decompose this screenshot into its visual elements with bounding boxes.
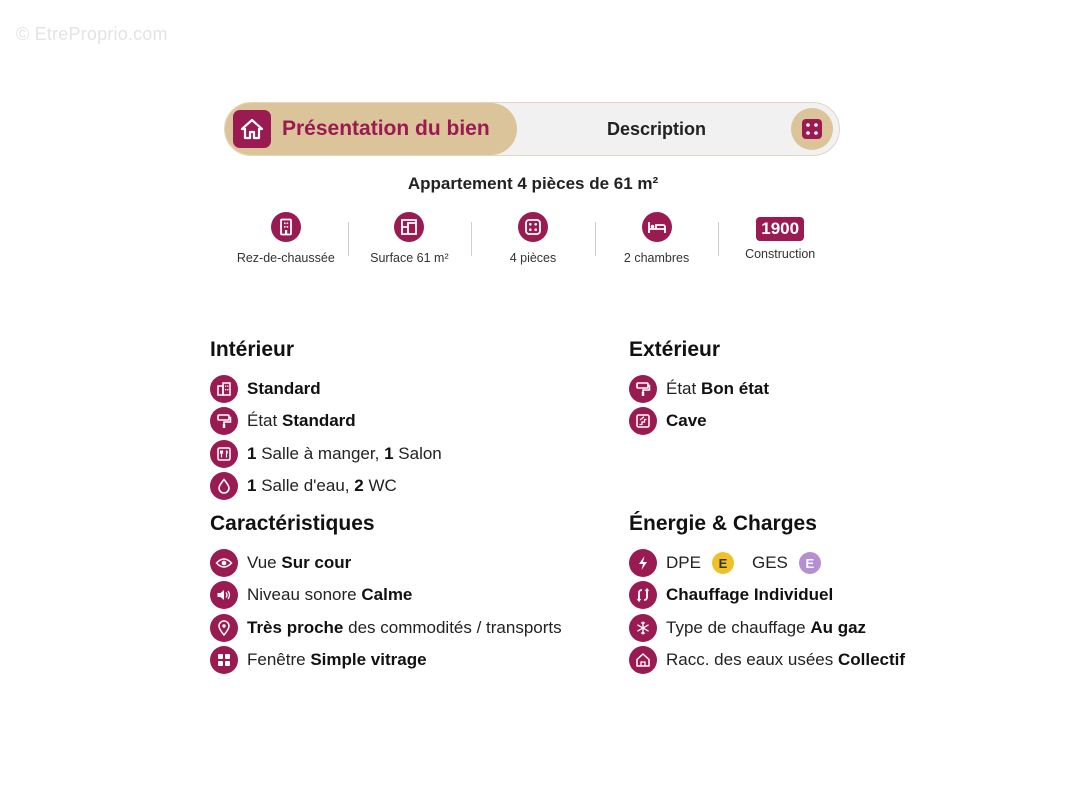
wc-count: 2 — [354, 476, 364, 496]
vue-prefix: Vue — [247, 553, 277, 573]
feature-cave — [629, 405, 769, 437]
figure-surface-label: Surface 61 m² — [370, 251, 449, 265]
eye-icon — [210, 549, 238, 577]
figure-floor-label: Rez-de-chaussée — [236, 251, 335, 265]
cave-value: Cave — [666, 411, 707, 431]
salle-manger-label: Salle à manger, — [261, 443, 380, 463]
feature-vue — [210, 547, 562, 579]
section-caracteristiques-title: Caractéristiques — [210, 512, 375, 535]
feature-raccordement — [629, 644, 905, 676]
property-headline: Appartement 4 pièces de 61 m² — [407, 174, 659, 193]
feature-living — [210, 438, 442, 470]
paint-roller-icon — [629, 375, 657, 403]
racc-prefix: Racc. des eaux usées — [666, 650, 834, 670]
section-energie-title: Énergie & Charges — [629, 512, 817, 535]
ges-label: GES — [751, 553, 788, 573]
figure-rooms-label: 4 pièces — [509, 251, 557, 265]
section-energie — [629, 511, 905, 676]
lightning-icon — [629, 549, 657, 577]
construction-year: 1900 — [756, 217, 804, 241]
wc-label: WC — [368, 476, 397, 496]
figure-floor — [224, 212, 348, 272]
ges-badge: E — [799, 552, 821, 574]
proche-suffix: des commodités / transports — [348, 617, 562, 637]
dice-icon — [801, 118, 823, 140]
rooms-tab-button[interactable] — [791, 108, 833, 150]
tab-presentation[interactable] — [225, 103, 517, 155]
figure-surface — [348, 212, 472, 272]
heating-pipe-icon — [629, 581, 657, 609]
dining-icon — [210, 440, 238, 468]
salle-eau-label: Salle d'eau, — [261, 476, 350, 496]
section-caracteristiques — [210, 511, 562, 676]
chauffage-value: Chauffage Individuel — [666, 585, 834, 605]
floorplan-icon — [394, 212, 424, 242]
feature-etat-interieur — [210, 405, 442, 437]
section-exterieur — [629, 337, 769, 438]
feature-bathrooms — [210, 470, 442, 502]
tab-bar — [224, 102, 840, 156]
key-figures — [224, 212, 842, 272]
figure-bedrooms-label: 2 chambres — [623, 251, 690, 265]
paint-roller-icon — [210, 407, 238, 435]
salon-label: Salon — [398, 443, 442, 463]
sonore-value: Calme — [361, 585, 413, 605]
figure-construction — [718, 212, 842, 272]
water-drop-icon — [210, 472, 238, 500]
section-exterieur-title: Extérieur — [629, 338, 721, 361]
etat-prefix: État — [247, 411, 278, 431]
figure-rooms — [471, 212, 595, 272]
etat-value: Standard — [281, 411, 356, 431]
section-interieur-title: Intérieur — [210, 338, 295, 361]
construction-label: Construction — [745, 247, 816, 261]
racc-value: Collectif — [838, 650, 906, 670]
type-chauffage-value: Au gaz — [810, 617, 867, 637]
figure-bedrooms — [595, 212, 719, 272]
watermark: © EtreProprio.com — [16, 24, 168, 44]
house-icon — [629, 646, 657, 674]
proche-value: Très proche — [247, 617, 344, 637]
tab-presentation-label: Présentation du bien — [282, 117, 490, 140]
ext-etat-value: Bon état — [700, 379, 769, 399]
section-interieur — [210, 337, 442, 502]
feature-dpe-ges — [629, 547, 905, 579]
feature-sonore — [210, 579, 562, 611]
feature-etat-exterieur — [629, 373, 769, 405]
dpe-badge: E — [712, 552, 734, 574]
location-pin-icon — [210, 614, 238, 642]
feature-fenetre — [210, 644, 562, 676]
salle-manger-count: 1 — [247, 443, 257, 463]
feature-type-chauffage — [629, 612, 905, 644]
feature-proximite — [210, 612, 562, 644]
tab-description[interactable]: Description — [607, 119, 707, 139]
stairs-icon — [629, 407, 657, 435]
apartment-building-icon — [210, 375, 238, 403]
feature-standing — [210, 373, 442, 405]
window-icon — [210, 646, 238, 674]
speaker-icon — [210, 581, 238, 609]
snowflake-icon — [629, 614, 657, 642]
dpe-label: DPE — [666, 553, 701, 573]
feature-chauffage — [629, 579, 905, 611]
fenetre-prefix: Fenêtre — [247, 650, 306, 670]
vue-value: Sur cour — [281, 553, 352, 573]
sonore-prefix: Niveau sonore — [247, 585, 357, 605]
fenetre-value: Simple vitrage — [310, 650, 427, 670]
standing-value: Standard — [247, 379, 321, 399]
building-icon — [271, 212, 301, 242]
type-chauffage-prefix: Type de chauffage — [666, 617, 806, 637]
salle-eau-count: 1 — [247, 476, 257, 496]
bed-icon — [642, 212, 672, 242]
salon-count: 1 — [384, 443, 394, 463]
dice-icon — [518, 212, 548, 242]
home-icon — [233, 110, 271, 148]
ext-etat-prefix: État — [666, 379, 697, 399]
